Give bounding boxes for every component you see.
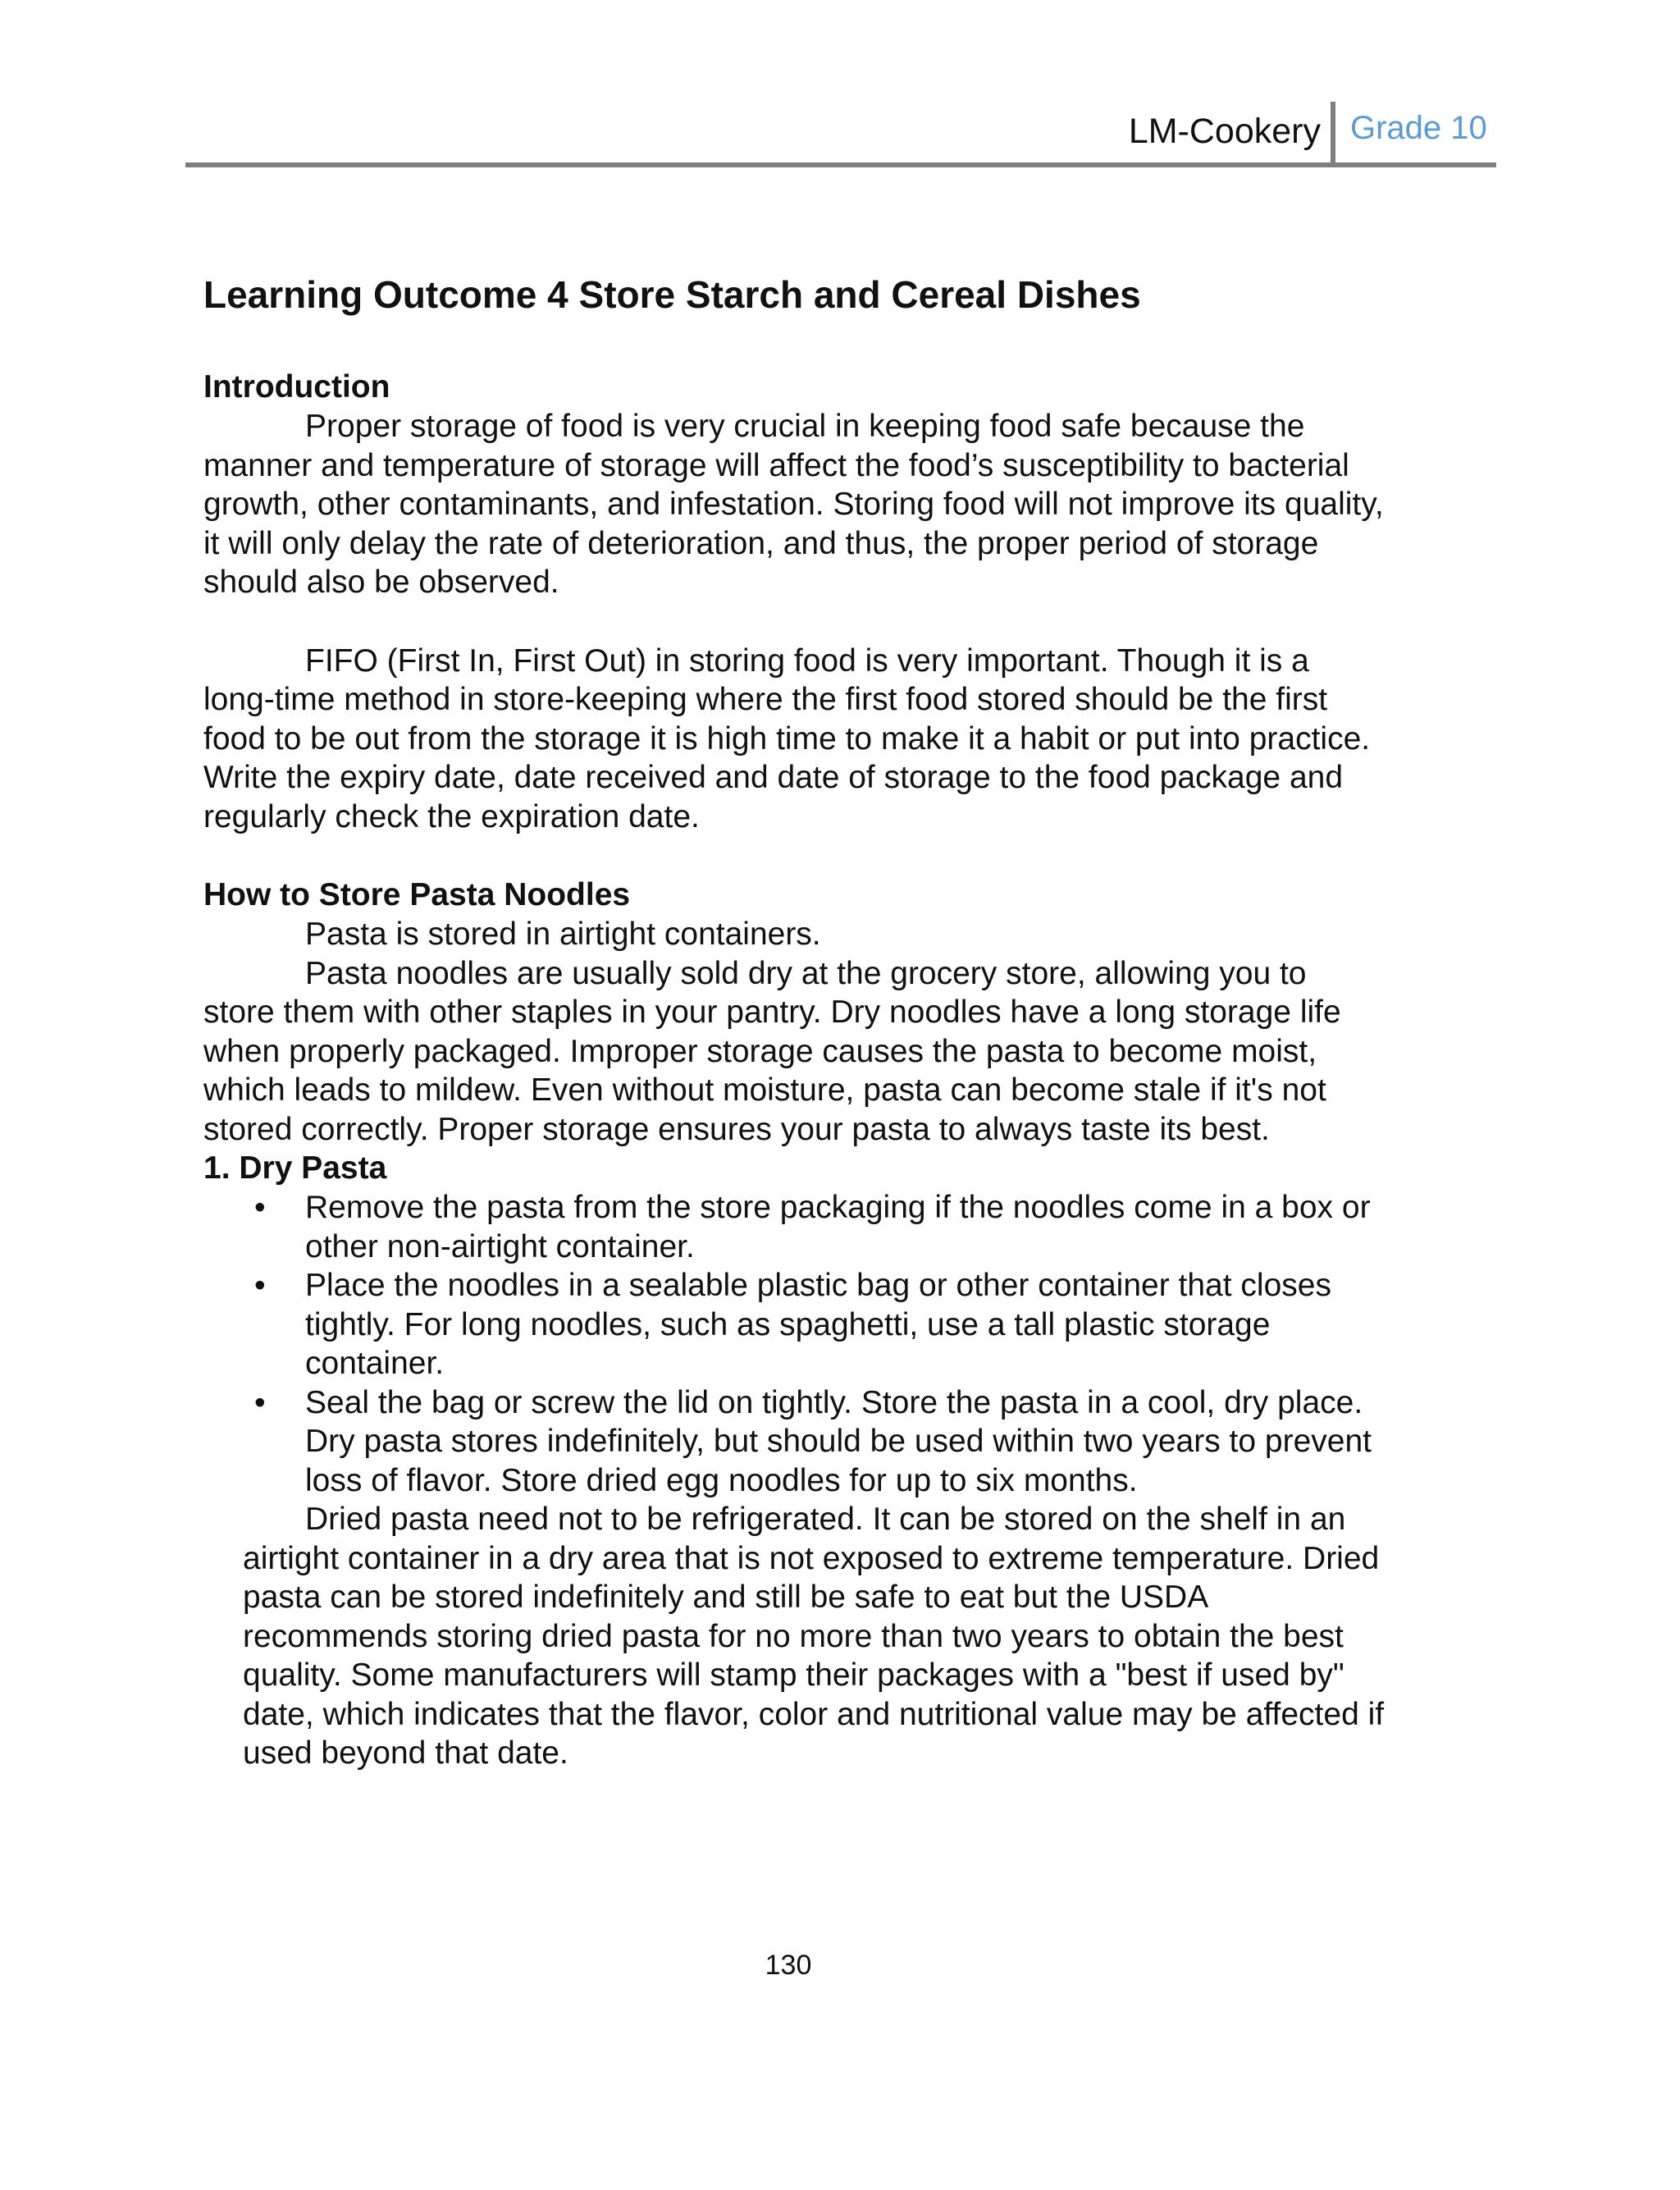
bullet-icon: • (254, 1268, 266, 1303)
dry-pasta-list (203, 1188, 1385, 1500)
list-item (203, 1266, 1385, 1383)
page-header (185, 102, 1496, 167)
header-divider (1331, 102, 1335, 167)
dry-pasta-heading: 1. Dry Pasta (203, 1150, 387, 1186)
list-item-text: Remove the pasta from the store packaging if the noodles come in a box or other non-airtight container. (305, 1190, 1371, 1264)
grade-label: Grade 10 (1350, 110, 1487, 146)
list-item-text: Seal the bag or screw the lid on tightly. Store the pasta in a cool, dry place. Dry pasta stores indefinitely, but should be used within two years to prevent loss of flavor. Store dried egg noodles for up to six months. (305, 1384, 1372, 1498)
introduction-paragraph: Proper storage of food is very crucial in keeping food safe because the manner and temperature of storage will affect the food’s susceptibility to bacterial growth, other contaminants, and infestation. Storing food will not improve its quality, it will only delay the rate of deterioration, and thus, the proper period of storage should also be observed. (203, 409, 1384, 600)
bullet-icon: • (254, 1384, 266, 1420)
bullet-icon: • (254, 1190, 266, 1225)
dried-pasta-paragraph: Dried pasta need not to be refrigerated. It can be stored on the shelf in an airtight container in a dry area that is not exposed to extreme temperature. Dried pasta can be stored indefinitely and still be safe to eat but the USDA recommends storing dried pasta for no more than two years to obtain the best quality. Some manufacturers will stamp their packages with a "best if used by" date, which indicates that the flavor, color and nutritional value may be affected if used beyond that date. (243, 1502, 1385, 1771)
list-item-text: Place the noodles in a sealable plastic bag or other container that closes tightly. For long noodles, such as spaghetti, use a tall plastic storage container. (305, 1268, 1331, 1381)
pasta-paragraph: Pasta noodles are usually sold dry at the grocery store, allowing you to store them with other staples in your pantry. Dry noodles have a long storage life when properly packaged. Improper storage causes the pasta to become moist, which leads to mildew. Even without moisture, pasta can become stale if it's not stored correctly. Proper storage ensures your pasta to always taste its best. (203, 955, 1341, 1147)
pasta-paragraph: Pasta is stored in airtight containers. (305, 917, 821, 952)
list-item (203, 1383, 1385, 1501)
page-content (203, 269, 1385, 1773)
introduction-heading: Introduction (203, 369, 390, 405)
paragraph-gap (203, 602, 1385, 642)
page-heading: Learning Outcome 4 Store Starch and Cereal Dishes (203, 273, 1141, 316)
list-item (203, 1188, 1385, 1266)
document-title: LM-Cookery (1128, 112, 1321, 151)
header-rule (185, 162, 1496, 167)
section-gap (203, 836, 1385, 876)
pasta-heading: How to Store Pasta Noodles (203, 877, 631, 912)
fifo-paragraph: FIFO (First In, First Out) in storing food is very important. Though it is a long-time method in store-keeping where the first food stored should be the first food to be out from the storage it is high time to make it a habit or put into practice. Write the expiry date, date received and date of storage to the food package and regularly check the expiration date. (203, 642, 1371, 834)
page-number: 130 (765, 1950, 812, 1981)
